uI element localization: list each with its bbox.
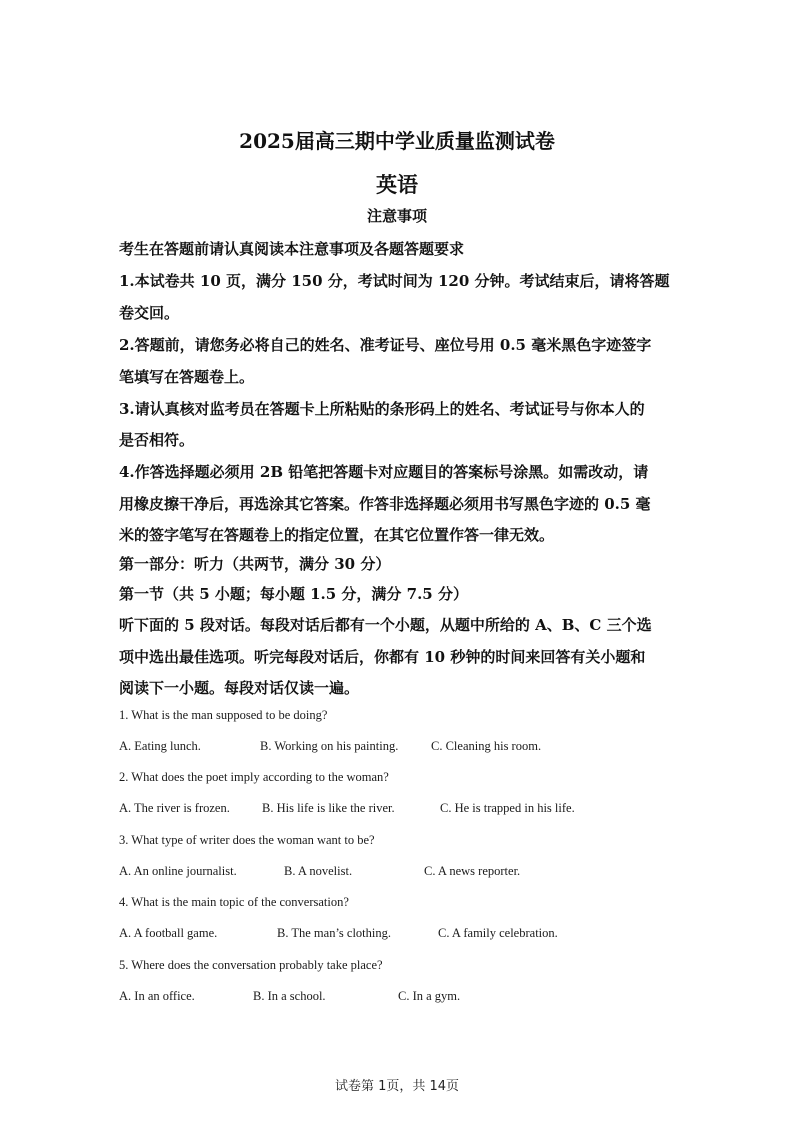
subject-title: 英语 — [376, 172, 418, 197]
notice-line: 1.本试卷共 10 页，满分 150 分，考试时间为 120 分钟。考试结束后，请将答题 — [119, 272, 670, 290]
option-c: C. A news reporter. — [424, 864, 521, 878]
question-text: 5. Where does the conversation probably take place? — [119, 958, 383, 972]
option-b: B. Working on his painting. — [260, 739, 399, 753]
option-b: B. The man’s clothing. — [277, 926, 391, 940]
option-c: C. Cleaning his room. — [431, 739, 542, 753]
notice-line: 4.作答选择题必须用 2B 铅笔把答题卡对应题目的答案标号涂黑。如需改动，请 — [119, 463, 649, 481]
exam-title: 2025届高三期中学业质量监测试卷 — [239, 129, 555, 153]
question-text: 1. What is the man supposed to be doing? — [119, 708, 328, 722]
option-a: A. The river is frozen. — [119, 801, 230, 815]
part-title: 第一部分：听力（共两节，满分 30 分） — [119, 555, 391, 573]
notice-line: 卷交回。 — [119, 304, 180, 322]
notice-line: 考生在答题前请认真阅读本注意事项及各题答题要求 — [119, 240, 465, 258]
question-text: 2. What does the poet imply according to the woman? — [119, 770, 389, 784]
notice-line: 是否相符。 — [119, 431, 195, 449]
instruction-line: 项中选出最佳选项。听完每段对话后，你都有 10 秒钟的时间来回答有关小题和 — [119, 648, 646, 666]
page-number: 试卷第 1页，共 14页 — [334, 1079, 460, 1094]
option-b: B. A novelist. — [284, 864, 353, 878]
option-c: C. A family celebration. — [438, 926, 558, 940]
option-a: A. Eating lunch. — [119, 739, 201, 753]
instruction-line: 阅读下一小题。每段对话仅读一遍。 — [119, 679, 360, 697]
option-b: B. In a school. — [253, 989, 326, 1003]
option-a: A. A football game. — [119, 926, 218, 940]
option-b: B. His life is like the river. — [262, 801, 395, 815]
option-a: A. In an office. — [119, 989, 195, 1003]
notice-line: 笔填写在答题卷上。 — [119, 368, 255, 386]
option-c: C. In a gym. — [398, 989, 461, 1003]
question-text: 3. What type of writer does the woman want to be? — [119, 833, 375, 847]
option-a: A. An online journalist. — [119, 864, 237, 878]
notice-line: 3.请认真核对监考员在答题卡上所粘贴的条形码上的姓名、考试证号与你本人的 — [119, 400, 645, 418]
question-text: 4. What is the main topic of the conversation? — [119, 895, 349, 909]
section-title: 第一节（共 5 小题；每小题 1.5 分，满分 7.5 分） — [119, 585, 468, 603]
instruction-line: 听下面的 5 段对话。每段对话后都有一个小题，从题中所给的 A、B、C 三个选 — [119, 616, 652, 634]
notice-line: 2.答题前，请您务必将自己的姓名、准考证号、座位号用 0.5 毫米黑色字迹签字 — [119, 336, 652, 354]
notice-line: 用橡皮擦干净后，再选涂其它答案。作答非选择题必须用书写黑色字迹的 0.5 毫 — [119, 495, 651, 513]
notice-heading: 注意事项 — [366, 207, 427, 225]
option-c: C. He is trapped in his life. — [440, 801, 575, 815]
notice-line: 米的签字笔写在答题卷上的指定位置，在其它位置作答一律无效。 — [119, 526, 555, 544]
